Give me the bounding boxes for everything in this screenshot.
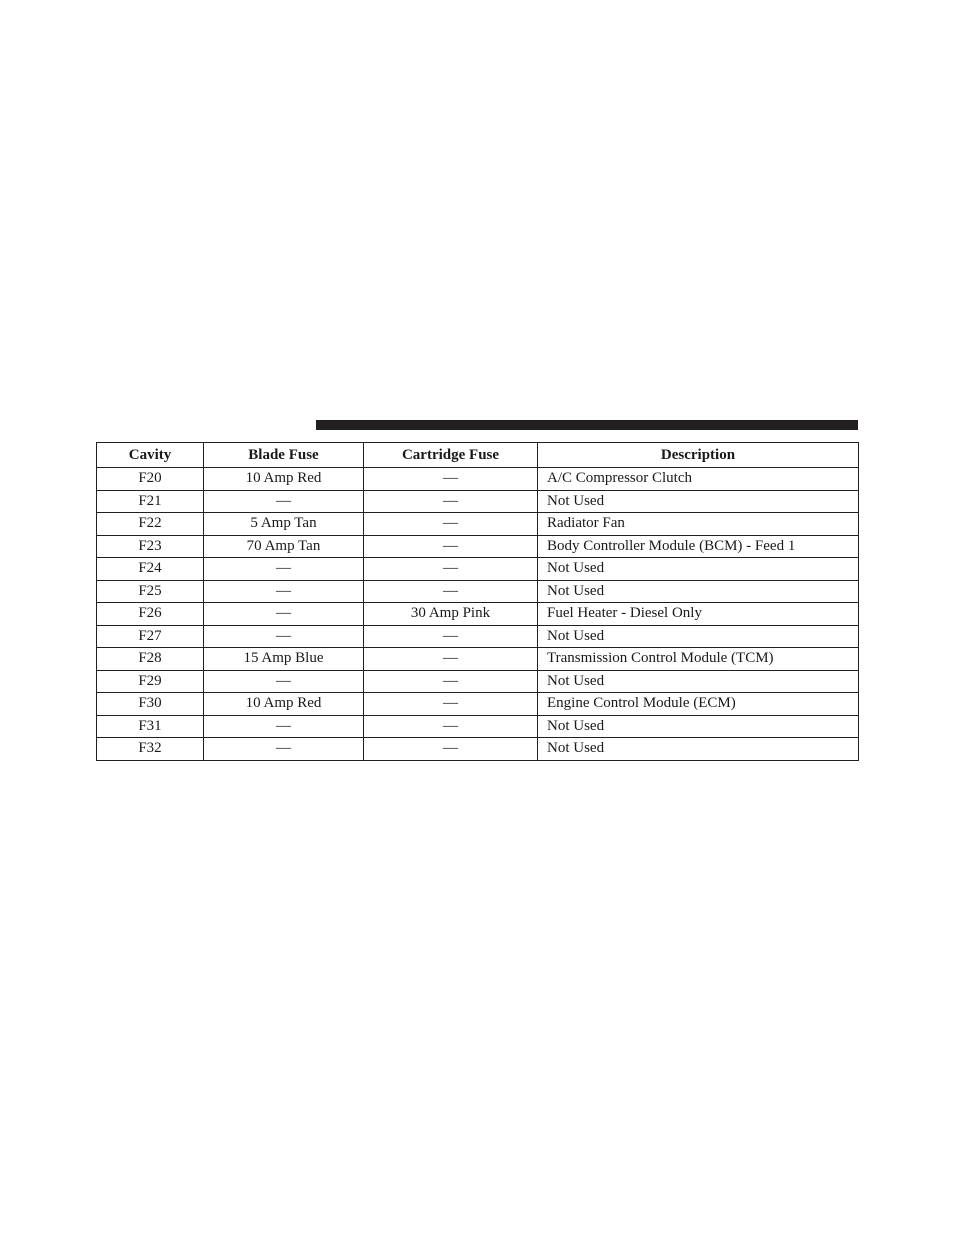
- cell-blade-fuse: 10 Amp Red: [204, 693, 364, 716]
- cell-cartridge-fuse: —: [364, 625, 538, 648]
- header-blade-fuse: Blade Fuse: [204, 443, 364, 468]
- cell-description: Not Used: [538, 670, 859, 693]
- cell-description: Body Controller Module (BCM) - Feed 1: [538, 535, 859, 558]
- cell-blade-fuse: —: [204, 603, 364, 626]
- fuse-table: [96, 442, 859, 761]
- cell-cavity: F29: [97, 670, 204, 693]
- cell-cartridge-fuse: —: [364, 670, 538, 693]
- cell-description: Not Used: [538, 715, 859, 738]
- cell-blade-fuse: —: [204, 580, 364, 603]
- cell-cartridge-fuse: —: [364, 513, 538, 536]
- table-row: [97, 513, 859, 536]
- cell-cartridge-fuse: —: [364, 468, 538, 491]
- cell-blade-fuse: 70 Amp Tan: [204, 535, 364, 558]
- cell-cartridge-fuse: —: [364, 648, 538, 671]
- cell-cavity: F24: [97, 558, 204, 581]
- cell-cavity: F26: [97, 603, 204, 626]
- cell-blade-fuse: —: [204, 625, 364, 648]
- table-header-row: [97, 443, 859, 468]
- header-rule-bar: [316, 420, 858, 430]
- cell-cartridge-fuse: —: [364, 738, 538, 761]
- cell-description: Not Used: [538, 580, 859, 603]
- cell-blade-fuse: 15 Amp Blue: [204, 648, 364, 671]
- cell-blade-fuse: —: [204, 715, 364, 738]
- cell-description: Not Used: [538, 558, 859, 581]
- table-row: [97, 535, 859, 558]
- cell-description: Radiator Fan: [538, 513, 859, 536]
- cell-blade-fuse: —: [204, 670, 364, 693]
- cell-cavity: F31: [97, 715, 204, 738]
- cell-description: Not Used: [538, 625, 859, 648]
- table-row: [97, 490, 859, 513]
- table-row: [97, 738, 859, 761]
- cell-description: A/C Compressor Clutch: [538, 468, 859, 491]
- header-description: Description: [538, 443, 859, 468]
- cell-cavity: F32: [97, 738, 204, 761]
- cell-cartridge-fuse: —: [364, 580, 538, 603]
- cell-description: Not Used: [538, 490, 859, 513]
- cell-cavity: F20: [97, 468, 204, 491]
- cell-cartridge-fuse: —: [364, 535, 538, 558]
- cell-blade-fuse: 5 Amp Tan: [204, 513, 364, 536]
- table-row: [97, 558, 859, 581]
- table-row: [97, 693, 859, 716]
- cell-description: Fuel Heater - Diesel Only: [538, 603, 859, 626]
- cell-cartridge-fuse: —: [364, 693, 538, 716]
- cell-blade-fuse: —: [204, 738, 364, 761]
- cell-cavity: F25: [97, 580, 204, 603]
- table-row: [97, 670, 859, 693]
- cell-cavity: F23: [97, 535, 204, 558]
- cell-cavity: F21: [97, 490, 204, 513]
- cell-cavity: F30: [97, 693, 204, 716]
- cell-description: Not Used: [538, 738, 859, 761]
- table-row: [97, 603, 859, 626]
- cell-cartridge-fuse: —: [364, 715, 538, 738]
- cell-cartridge-fuse: 30 Amp Pink: [364, 603, 538, 626]
- table-row: [97, 468, 859, 491]
- cell-cartridge-fuse: —: [364, 490, 538, 513]
- cell-cavity: F22: [97, 513, 204, 536]
- cell-cavity: F28: [97, 648, 204, 671]
- header-cartridge-fuse: Cartridge Fuse: [364, 443, 538, 468]
- header-cavity: Cavity: [97, 443, 204, 468]
- table-row: [97, 580, 859, 603]
- cell-description: Engine Control Module (ECM): [538, 693, 859, 716]
- cell-cavity: F27: [97, 625, 204, 648]
- cell-blade-fuse: 10 Amp Red: [204, 468, 364, 491]
- table-body: [97, 468, 859, 761]
- table-row: [97, 625, 859, 648]
- cell-blade-fuse: —: [204, 490, 364, 513]
- cell-cartridge-fuse: —: [364, 558, 538, 581]
- cell-description: Transmission Control Module (TCM): [538, 648, 859, 671]
- table-row: [97, 715, 859, 738]
- cell-blade-fuse: —: [204, 558, 364, 581]
- table-row: [97, 648, 859, 671]
